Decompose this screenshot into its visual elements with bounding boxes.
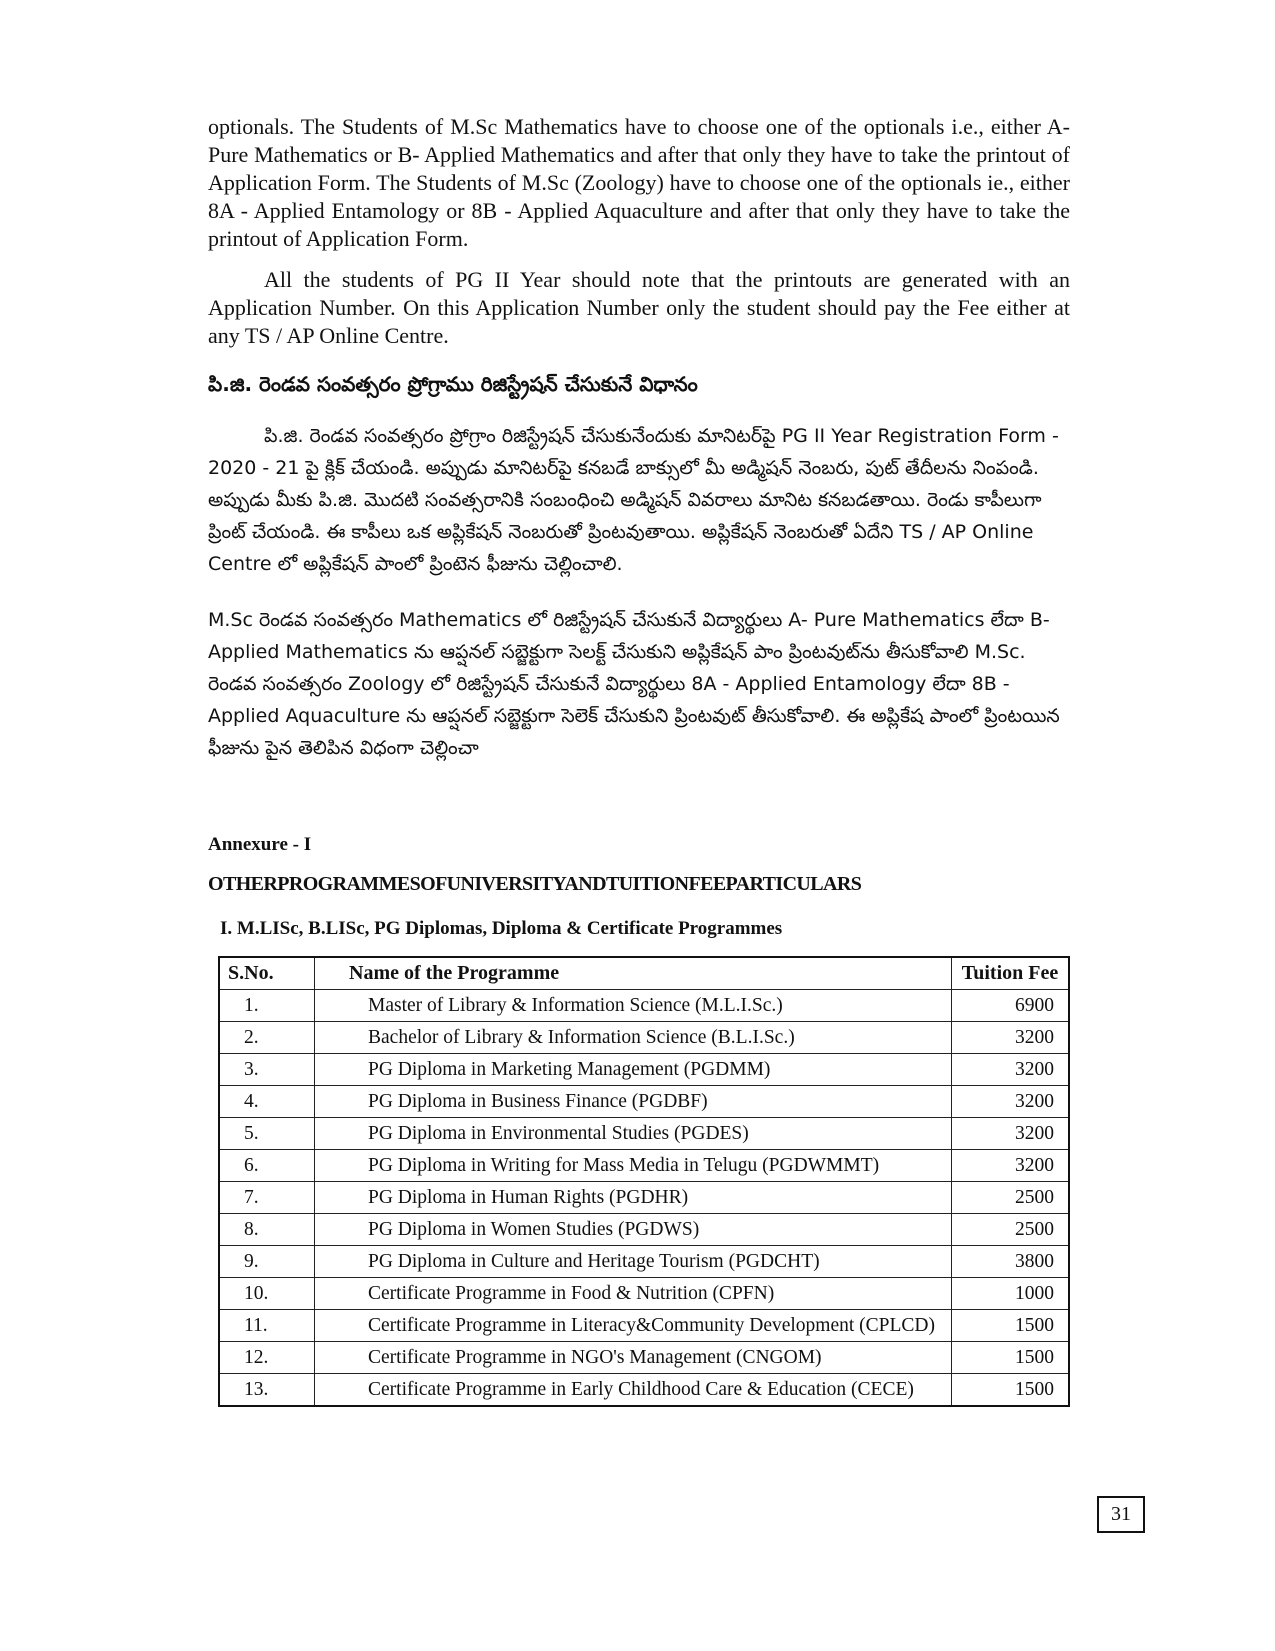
- cell-tuition-fee: 3200: [952, 1118, 1070, 1150]
- cell-tuition-fee: 1500: [952, 1310, 1070, 1342]
- telugu-paragraph-registration: పి.జి. రెండవ సంవత్సరం ప్రోగ్రాం రిజిస్ట్రేషన్ చేసుకునేందుకు మానిటర్‌పై PG II Year Registration Form - 2020 - 21 పై క్లిక్ చేయండి. అప్పుడు మానిటర్‌పై కనబడే బాక్సులో మీ అడ్మిషన్ నెంబరు, పుట్ తేదీలను నింపండి. అప్పుడు మీకు పి.జి. మొదటి సంవత్సరానికి సంబంధించి అడ్మిషన్ వివరాలు మానిట కనబడతాయి. రెండు కాపీలుగా ప్రింట్ చేయండి. ఈ కాపీలు ఒక అప్లికేషన్ నెంబరుతో ప్రింటవుతాయి. అప్లికేషన్ నెంబరుతో ఏదేని TS / AP Online Centre లో అప్లికేషన్ పాంలో ప్రింటెన ఫీజును చెల్లించాలి.: [208, 425, 1059, 575]
- table-row: [219, 1310, 1069, 1342]
- cell-tuition-fee: 3200: [952, 1086, 1070, 1118]
- table-row: [219, 990, 1069, 1022]
- header-programme-name: Name of the Programme: [315, 957, 952, 990]
- cell-tuition-fee: 6900: [952, 990, 1070, 1022]
- cell-sno: 11.: [219, 1310, 315, 1342]
- cell-programme-name: Certificate Programme in Early Childhood Care & Education (CECE): [315, 1374, 952, 1407]
- cell-sno: 2.: [219, 1022, 315, 1054]
- cell-tuition-fee: 1500: [952, 1342, 1070, 1374]
- table-body: [219, 990, 1069, 1407]
- cell-tuition-fee: 3200: [952, 1022, 1070, 1054]
- table-row: [219, 1118, 1069, 1150]
- body-paragraph-optionals: optionals. The Students of M.Sc Mathematics have to choose one of the optionals i.e., either A-Pure Mathematics or B- Applied Mathematics and after that only they have to take the printout of Application Form. The Students of M.Sc (Zoology) have to choose one of the optionals ie., either 8A - Applied Entamology or 8B - Applied Aquaculture and after that only they have to take the printout of Application Form.: [208, 114, 1070, 251]
- table-row: [219, 1278, 1069, 1310]
- cell-tuition-fee: 2500: [952, 1182, 1070, 1214]
- cell-programme-name: PG Diploma in Women Studies (PGDWS): [315, 1214, 952, 1246]
- cell-programme-name: Certificate Programme in Literacy&Community Development (CPLCD): [315, 1310, 952, 1342]
- cell-tuition-fee: 3200: [952, 1054, 1070, 1086]
- cell-programme-name: Master of Library & Information Science (M.L.I.Sc.): [315, 990, 952, 1022]
- cell-tuition-fee: 2500: [952, 1214, 1070, 1246]
- table-row: [219, 1022, 1069, 1054]
- table-row: [219, 1086, 1069, 1118]
- cell-tuition-fee: 1500: [952, 1374, 1070, 1407]
- page-number: 31: [1097, 1496, 1145, 1533]
- cell-sno: 13.: [219, 1374, 315, 1407]
- table-row: [219, 1342, 1069, 1374]
- telugu-paragraph-optionals: M.Sc రెండవ సంవత్సరం Mathematics లో రిజిస్ట్రేషన్ చేసుకునే విద్యార్థులు A- Pure Mathematics లేదా B- Applied Mathematics ను ఆప్షనల్ సబ్జెక్టుగా సెలక్ట్ చేసుకుని అప్లికేషన్ పాం ప్రింటవుట్‌ను తీసుకోవాలి M.Sc. రెండవ సంవత్సరం Zoology లో రిజిస్ట్రేషన్ చేసుకునే విద్యార్థులు 8A - Applied Entamology లేదా 8B - Applied Aquaculture ను ఆప్షనల్ సబ్జెక్టుగా సెలెక్ చేసుకుని ప్రింటవుట్ తీసుకోవాలి. ఈ అప్లికేష పాంలో ప్రింటయిన ఫీజును పైన తెలిపిన విధంగా చెల్లించా: [208, 609, 1060, 759]
- annexure-heading: OTHERPROGRAMMESOFUNIVERSITYANDTUITIONFEEPARTICULARS: [208, 873, 862, 895]
- cell-tuition-fee: 1000: [952, 1278, 1070, 1310]
- table-row: [219, 1246, 1069, 1278]
- table-row: [219, 1150, 1069, 1182]
- cell-sno: 3.: [219, 1054, 315, 1086]
- cell-programme-name: PG Diploma in Writing for Mass Media in Telugu (PGDWMMT): [315, 1150, 952, 1182]
- cell-programme-name: PG Diploma in Environmental Studies (PGDES): [315, 1118, 952, 1150]
- cell-sno: 9.: [219, 1246, 315, 1278]
- cell-sno: 7.: [219, 1182, 315, 1214]
- cell-sno: 10.: [219, 1278, 315, 1310]
- cell-programme-name: PG Diploma in Human Rights (PGDHR): [315, 1182, 952, 1214]
- cell-tuition-fee: 3200: [952, 1150, 1070, 1182]
- table-row: [219, 1374, 1069, 1407]
- cell-sno: 12.: [219, 1342, 315, 1374]
- annexure-label: Annexure - I: [208, 834, 312, 855]
- cell-sno: 6.: [219, 1150, 315, 1182]
- header-tuition-fee: Tuition Fee: [952, 957, 1070, 990]
- cell-sno: 5.: [219, 1118, 315, 1150]
- body-paragraph-application-number: All the students of PG II Year should note that the printouts are generated with an Application Number. On this Application Number only the student should pay the Fee either at any TS / AP Online Centre.: [208, 267, 1070, 348]
- cell-programme-name: Bachelor of Library & Information Science (B.L.I.Sc.): [315, 1022, 952, 1054]
- table-row: [219, 1214, 1069, 1246]
- cell-tuition-fee: 3800: [952, 1246, 1070, 1278]
- cell-programme-name: Certificate Programme in Food & Nutrition (CPFN): [315, 1278, 952, 1310]
- cell-programme-name: PG Diploma in Culture and Heritage Tourism (PGDCHT): [315, 1246, 952, 1278]
- table-row: [219, 1054, 1069, 1086]
- cell-sno: 4.: [219, 1086, 315, 1118]
- cell-programme-name: PG Diploma in Marketing Management (PGDMM): [315, 1054, 952, 1086]
- tuition-fee-table: [218, 956, 1070, 1407]
- cell-programme-name: PG Diploma in Business Finance (PGDBF): [315, 1086, 952, 1118]
- telugu-section-heading: పి.జి. రెండవ సంవత్సరం ప్రోగ్రాము రిజిస్ట్రేషన్ చేసుకునే విధానం: [208, 372, 698, 396]
- table-row: [219, 1182, 1069, 1214]
- cell-programme-name: Certificate Programme in NGO's Management (CNGOM): [315, 1342, 952, 1374]
- cell-sno: 8.: [219, 1214, 315, 1246]
- table-header-row: [219, 957, 1069, 990]
- cell-sno: 1.: [219, 990, 315, 1022]
- header-sno: S.No.: [219, 957, 315, 990]
- programmes-section-heading: I. M.LISc, B.LISc, PG Diplomas, Diploma & Certificate Programmes: [220, 918, 783, 939]
